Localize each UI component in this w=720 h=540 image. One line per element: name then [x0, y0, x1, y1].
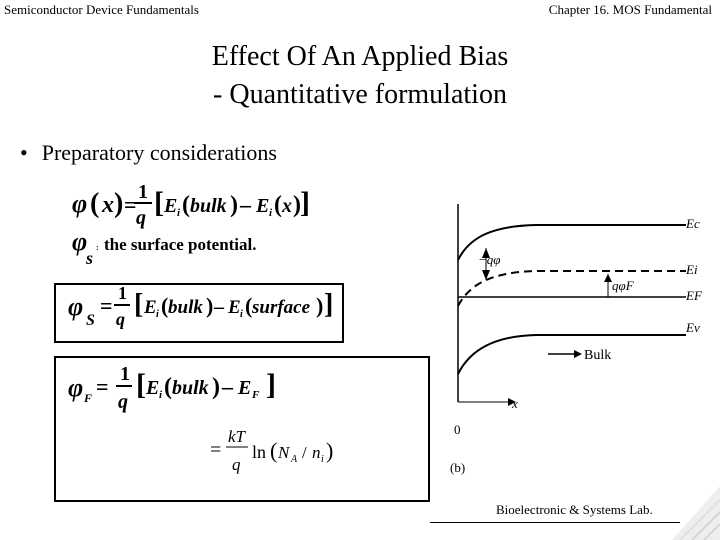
slide-title	[0, 38, 720, 114]
header-chapter-title: Chapter 16. MOS Fundamental	[548, 2, 712, 17]
band-diagram	[436, 196, 720, 482]
svg-text:1: 1	[120, 363, 130, 385]
svg-text:–: –	[240, 192, 251, 217]
svg-text:q: q	[116, 309, 125, 329]
svg-text:φ: φ	[72, 227, 88, 256]
svg-text:–: –	[222, 374, 233, 399]
svg-text:i: i	[240, 309, 243, 320]
svg-text:): )	[206, 293, 214, 318]
svg-text:S: S	[86, 312, 95, 329]
panel-label: (b)	[450, 460, 466, 475]
svg-text:E: E	[164, 195, 178, 217]
ev-label: Ev	[686, 320, 700, 335]
ei-band	[458, 271, 686, 306]
svg-text:F: F	[252, 389, 260, 401]
origin-label: 0	[454, 422, 461, 437]
svg-text:): )	[114, 188, 124, 219]
svg-text:(: (	[161, 293, 169, 318]
svg-text:bulk: bulk	[172, 377, 209, 399]
svg-text:x: x	[102, 192, 114, 218]
svg-text:i: i	[177, 207, 181, 219]
svg-text:=: =	[100, 293, 113, 318]
svg-text:i: i	[156, 309, 159, 320]
q-phi-f-label: qφF	[612, 278, 634, 293]
svg-text:q: q	[232, 455, 241, 474]
svg-text:φ: φ	[68, 292, 84, 321]
svg-text:(: (	[164, 374, 172, 400]
svg-text:(: (	[182, 192, 190, 218]
svg-text:[: [	[136, 368, 146, 401]
svg-text:1: 1	[138, 181, 148, 203]
svg-text:[: [	[154, 186, 164, 219]
bullet-marker: •	[20, 140, 28, 165]
svg-text:bulk: bulk	[190, 195, 227, 217]
svg-text:): )	[230, 192, 238, 218]
svg-text:i: i	[321, 454, 324, 465]
svg-text:surface: surface	[252, 297, 311, 318]
ei-label: Ei	[686, 262, 698, 277]
svg-text:–: –	[214, 296, 224, 318]
svg-text:): )	[326, 438, 334, 463]
svg-text:): )	[212, 374, 220, 400]
x-axis-label: x	[512, 396, 518, 411]
svg-text:1: 1	[118, 283, 127, 303]
svg-text:φ: φ	[72, 189, 88, 218]
svg-text:kT: kT	[228, 427, 245, 446]
footer-divider	[430, 522, 680, 523]
svg-text:E: E	[144, 297, 157, 318]
svg-text:φ: φ	[68, 373, 84, 402]
svg-text:E: E	[256, 195, 270, 217]
footer-lab-name: Bioelectronic & Systems Lab.	[496, 502, 653, 517]
svg-text:=: =	[124, 192, 137, 217]
svg-text:s: s	[86, 248, 94, 268]
svg-text:): )	[293, 192, 301, 218]
svg-text:q: q	[118, 391, 128, 413]
svg-text::: :	[96, 243, 99, 252]
q-phi-label: −qφ	[478, 252, 501, 267]
svg-text:q: q	[136, 207, 146, 229]
svg-text:E: E	[238, 377, 252, 399]
svg-text:]: ]	[300, 186, 310, 219]
equation-phi-s	[62, 283, 338, 339]
svg-text:i: i	[269, 207, 273, 219]
equation-phi-f	[62, 360, 382, 490]
header-course-title: Semiconductor Device Fundamentals	[4, 2, 199, 17]
equation-phi-s-definition	[68, 228, 308, 270]
svg-text:]: ]	[266, 368, 276, 401]
bullet-text: Preparatory considerations	[41, 140, 277, 165]
svg-text:A: A	[291, 454, 298, 465]
svg-text:=: =	[96, 374, 109, 399]
slide-title-line1: Effect Of An Applied Bias	[211, 41, 509, 72]
svg-text:(: (	[90, 188, 100, 219]
svg-text:(: (	[274, 192, 282, 218]
svg-text:N: N	[278, 443, 290, 462]
svg-text:): )	[316, 293, 324, 318]
ef-label: EF	[686, 288, 702, 303]
bulk-label: Bulk	[584, 348, 612, 363]
equation-phi-x	[68, 178, 308, 234]
bullet-item	[20, 140, 277, 166]
svg-text:the surface potential.: the surface potential.	[104, 235, 257, 254]
svg-text:E: E	[146, 377, 160, 399]
svg-text:=: =	[210, 439, 222, 461]
svg-text:F: F	[84, 391, 93, 405]
corner-decoration	[672, 486, 720, 540]
ec-label: Ec	[686, 216, 700, 231]
slide-title-line2: - Quantitative formulation	[213, 79, 507, 110]
svg-text:bulk: bulk	[168, 297, 203, 318]
svg-text:x: x	[282, 195, 292, 217]
svg-text:ln: ln	[252, 442, 267, 462]
svg-text:/: /	[302, 443, 307, 462]
svg-text:]: ]	[324, 289, 334, 320]
svg-text:(: (	[270, 438, 278, 463]
svg-text:n: n	[312, 443, 321, 462]
svg-text:[: [	[134, 289, 144, 320]
svg-text:i: i	[159, 389, 163, 401]
svg-text:E: E	[228, 297, 241, 318]
svg-text:(: (	[245, 293, 253, 318]
